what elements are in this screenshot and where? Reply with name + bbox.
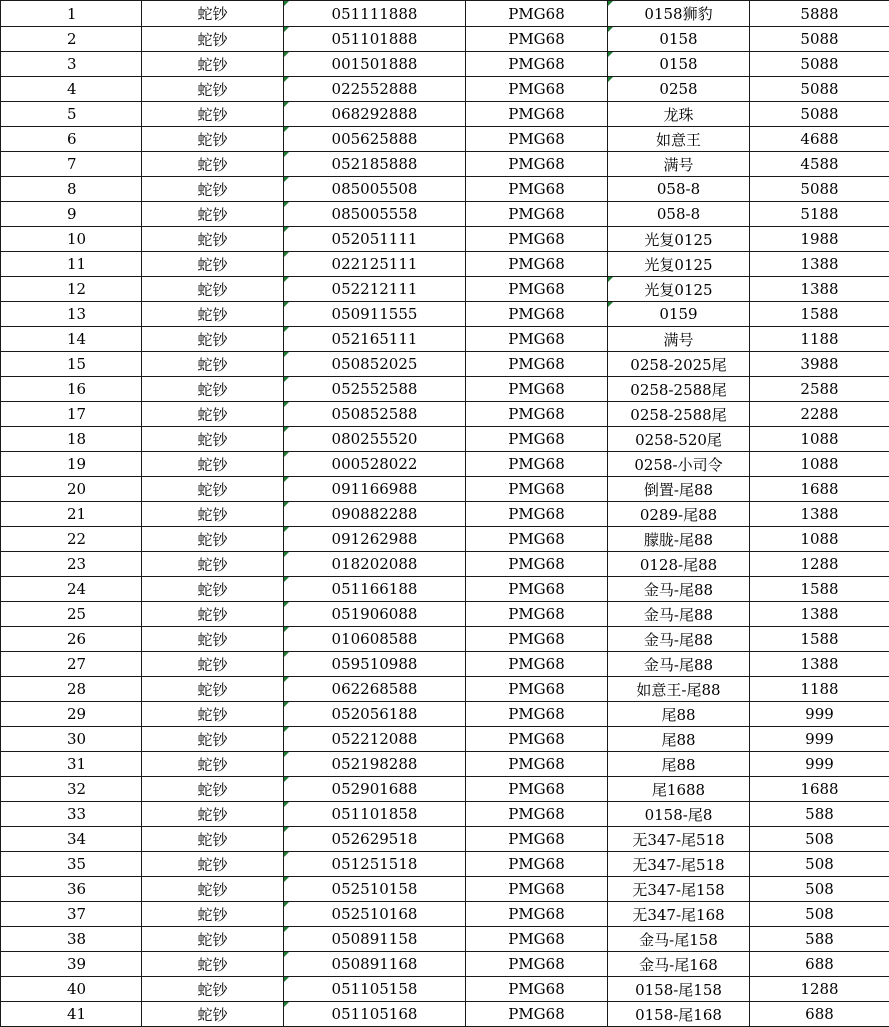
- price-cell[interactable]: 1388: [750, 502, 889, 527]
- table-row: [1, 477, 889, 502]
- price-cell[interactable]: 588: [750, 927, 889, 952]
- serial-code-cell[interactable]: 005625888: [284, 127, 466, 152]
- note-cell[interactable]: 满号: [608, 152, 750, 177]
- category-cell[interactable]: 蛇钞: [142, 302, 284, 327]
- grade-cell[interactable]: PMG68: [466, 802, 608, 827]
- row-number-cell[interactable]: 10: [1, 227, 142, 252]
- row-number-cell[interactable]: 31: [1, 752, 142, 777]
- grade-cell[interactable]: PMG68: [466, 852, 608, 877]
- price-cell[interactable]: 1388: [750, 652, 889, 677]
- row-number-cell[interactable]: 41: [1, 1002, 142, 1027]
- note-cell[interactable]: 尾1688: [608, 777, 750, 802]
- grade-cell[interactable]: PMG68: [466, 1002, 608, 1027]
- table-row: [1, 27, 889, 52]
- category-cell[interactable]: 蛇钞: [142, 27, 284, 52]
- row-number-cell[interactable]: 7: [1, 152, 142, 177]
- serial-code-cell[interactable]: 050852025: [284, 352, 466, 377]
- table-row: [1, 327, 889, 352]
- note-cell[interactable]: 无347-尾518: [608, 852, 750, 877]
- table-row: [1, 277, 889, 302]
- grade-cell[interactable]: PMG68: [466, 627, 608, 652]
- price-cell[interactable]: 1388: [750, 252, 889, 277]
- row-number-cell[interactable]: 34: [1, 827, 142, 852]
- note-cell[interactable]: 金马-尾88: [608, 602, 750, 627]
- grade-cell[interactable]: PMG68: [466, 27, 608, 52]
- serial-code-cell[interactable]: 022552888: [284, 77, 466, 102]
- price-cell[interactable]: 1988: [750, 227, 889, 252]
- category-cell[interactable]: 蛇钞: [142, 702, 284, 727]
- serial-code-cell[interactable]: 051105168: [284, 1002, 466, 1027]
- table-row: [1, 927, 889, 952]
- grade-cell[interactable]: PMG68: [466, 152, 608, 177]
- row-number-cell[interactable]: 38: [1, 927, 142, 952]
- note-cell[interactable]: 0258-2588尾: [608, 377, 750, 402]
- spreadsheet-body: [1, 1, 889, 1027]
- table-row: [1, 152, 889, 177]
- serial-code-cell[interactable]: 090882288: [284, 502, 466, 527]
- row-number-cell[interactable]: 37: [1, 902, 142, 927]
- grade-cell[interactable]: PMG68: [466, 752, 608, 777]
- table-row: [1, 802, 889, 827]
- table-row: [1, 1, 889, 27]
- row-number-cell[interactable]: 14: [1, 327, 142, 352]
- note-cell[interactable]: 尾88: [608, 727, 750, 752]
- category-cell[interactable]: 蛇钞: [142, 777, 284, 802]
- category-cell[interactable]: 蛇钞: [142, 927, 284, 952]
- grade-cell[interactable]: PMG68: [466, 827, 608, 852]
- category-cell[interactable]: 蛇钞: [142, 377, 284, 402]
- note-cell[interactable]: 无347-尾518: [608, 827, 750, 852]
- category-cell[interactable]: 蛇钞: [142, 602, 284, 627]
- row-number-cell[interactable]: 2: [1, 27, 142, 52]
- grade-cell[interactable]: PMG68: [466, 727, 608, 752]
- grade-cell[interactable]: PMG68: [466, 327, 608, 352]
- note-cell[interactable]: 无347-尾168: [608, 902, 750, 927]
- table-row: [1, 552, 889, 577]
- grade-cell[interactable]: PMG68: [466, 577, 608, 602]
- category-cell[interactable]: 蛇钞: [142, 77, 284, 102]
- category-cell[interactable]: 蛇钞: [142, 152, 284, 177]
- category-cell[interactable]: 蛇钞: [142, 102, 284, 127]
- price-cell[interactable]: 3988: [750, 352, 889, 377]
- category-cell[interactable]: 蛇钞: [142, 552, 284, 577]
- grade-cell[interactable]: PMG68: [466, 477, 608, 502]
- table-row: [1, 852, 889, 877]
- category-cell[interactable]: 蛇钞: [142, 677, 284, 702]
- table-row: [1, 827, 889, 852]
- price-cell[interactable]: 5088: [750, 77, 889, 102]
- row-number-cell[interactable]: 6: [1, 127, 142, 152]
- category-cell[interactable]: 蛇钞: [142, 177, 284, 202]
- row-number-cell[interactable]: 13: [1, 302, 142, 327]
- row-number-cell[interactable]: 19: [1, 452, 142, 477]
- category-cell[interactable]: 蛇钞: [142, 727, 284, 752]
- grade-cell[interactable]: PMG68: [466, 377, 608, 402]
- serial-code-cell[interactable]: 085005508: [284, 177, 466, 202]
- price-cell[interactable]: 5088: [750, 102, 889, 127]
- note-cell[interactable]: 龙珠: [608, 102, 750, 127]
- serial-code-cell[interactable]: 051166188: [284, 577, 466, 602]
- table-row: [1, 902, 889, 927]
- serial-code-cell[interactable]: 018202088: [284, 552, 466, 577]
- note-cell[interactable]: 无347-尾158: [608, 877, 750, 902]
- grade-cell[interactable]: PMG68: [466, 102, 608, 127]
- price-cell[interactable]: 1088: [750, 452, 889, 477]
- serial-code-cell[interactable]: 052629518: [284, 827, 466, 852]
- note-cell[interactable]: 倒置-尾88: [608, 477, 750, 502]
- note-cell[interactable]: 光复0125: [608, 277, 750, 302]
- row-number-cell[interactable]: 40: [1, 977, 142, 1002]
- serial-code-cell[interactable]: 052051111: [284, 227, 466, 252]
- note-cell[interactable]: 0158狮豹: [608, 1, 750, 27]
- price-cell[interactable]: 508: [750, 902, 889, 927]
- category-cell[interactable]: 蛇钞: [142, 327, 284, 352]
- price-cell[interactable]: 999: [750, 702, 889, 727]
- price-cell[interactable]: 1688: [750, 477, 889, 502]
- note-cell[interactable]: 尾88: [608, 702, 750, 727]
- table-row: [1, 677, 889, 702]
- price-cell[interactable]: 999: [750, 752, 889, 777]
- category-cell[interactable]: 蛇钞: [142, 427, 284, 452]
- row-number-cell[interactable]: 15: [1, 352, 142, 377]
- grade-cell[interactable]: PMG68: [466, 777, 608, 802]
- category-cell[interactable]: 蛇钞: [142, 127, 284, 152]
- row-number-cell[interactable]: 3: [1, 52, 142, 77]
- grade-cell[interactable]: PMG68: [466, 527, 608, 552]
- price-cell[interactable]: 1588: [750, 577, 889, 602]
- row-number-cell[interactable]: 21: [1, 502, 142, 527]
- table-row: [1, 52, 889, 77]
- price-cell[interactable]: 1388: [750, 602, 889, 627]
- category-cell[interactable]: 蛇钞: [142, 352, 284, 377]
- row-number-cell[interactable]: 32: [1, 777, 142, 802]
- grade-cell[interactable]: PMG68: [466, 227, 608, 252]
- serial-code-cell[interactable]: 051111888: [284, 1, 466, 27]
- serial-code-cell[interactable]: 022125111: [284, 252, 466, 277]
- price-cell[interactable]: 5888: [750, 1, 889, 27]
- category-cell[interactable]: 蛇钞: [142, 827, 284, 852]
- grade-cell[interactable]: PMG68: [466, 877, 608, 902]
- serial-code-cell[interactable]: 050911555: [284, 302, 466, 327]
- note-cell[interactable]: 朦胧-尾88: [608, 527, 750, 552]
- serial-code-cell[interactable]: 052185888: [284, 152, 466, 177]
- grade-cell[interactable]: PMG68: [466, 127, 608, 152]
- serial-code-cell[interactable]: 052198288: [284, 752, 466, 777]
- category-cell[interactable]: 蛇钞: [142, 952, 284, 977]
- note-cell[interactable]: 金马-尾88: [608, 627, 750, 652]
- serial-code-cell[interactable]: 052901688: [284, 777, 466, 802]
- serial-code-cell[interactable]: 068292888: [284, 102, 466, 127]
- note-cell[interactable]: 0258-2588尾: [608, 402, 750, 427]
- note-cell[interactable]: 金马-尾88: [608, 652, 750, 677]
- row-number-cell[interactable]: 39: [1, 952, 142, 977]
- grade-cell[interactable]: PMG68: [466, 77, 608, 102]
- price-cell[interactable]: 5188: [750, 202, 889, 227]
- note-cell[interactable]: 金马-尾88: [608, 577, 750, 602]
- table-row: [1, 302, 889, 327]
- category-cell[interactable]: 蛇钞: [142, 52, 284, 77]
- category-cell[interactable]: 蛇钞: [142, 627, 284, 652]
- serial-code-cell[interactable]: 062268588: [284, 677, 466, 702]
- row-number-cell[interactable]: 25: [1, 602, 142, 627]
- category-cell[interactable]: 蛇钞: [142, 652, 284, 677]
- serial-code-cell[interactable]: 052510168: [284, 902, 466, 927]
- table-row: [1, 102, 889, 127]
- note-cell[interactable]: 0258-小司令: [608, 452, 750, 477]
- serial-code-cell[interactable]: 085005558: [284, 202, 466, 227]
- category-cell[interactable]: 蛇钞: [142, 1002, 284, 1027]
- table-row: [1, 402, 889, 427]
- category-cell[interactable]: 蛇钞: [142, 977, 284, 1002]
- price-cell[interactable]: 5088: [750, 177, 889, 202]
- row-number-cell[interactable]: 27: [1, 652, 142, 677]
- price-cell[interactable]: 1588: [750, 627, 889, 652]
- note-cell[interactable]: 光复0125: [608, 227, 750, 252]
- note-cell[interactable]: 0258: [608, 77, 750, 102]
- table-row: [1, 177, 889, 202]
- grade-cell[interactable]: PMG68: [466, 502, 608, 527]
- serial-code-cell[interactable]: 052165111: [284, 327, 466, 352]
- price-cell[interactable]: 508: [750, 852, 889, 877]
- grade-cell[interactable]: PMG68: [466, 1, 608, 27]
- serial-code-cell[interactable]: 052510158: [284, 877, 466, 902]
- row-number-cell[interactable]: 9: [1, 202, 142, 227]
- price-cell[interactable]: 1188: [750, 327, 889, 352]
- price-cell[interactable]: 1188: [750, 677, 889, 702]
- row-number-cell[interactable]: 4: [1, 77, 142, 102]
- category-cell[interactable]: 蛇钞: [142, 452, 284, 477]
- price-cell[interactable]: 999: [750, 727, 889, 752]
- price-cell[interactable]: 508: [750, 877, 889, 902]
- table-row: [1, 752, 889, 777]
- row-number-cell[interactable]: 33: [1, 802, 142, 827]
- price-cell[interactable]: 2288: [750, 402, 889, 427]
- row-number-cell[interactable]: 36: [1, 877, 142, 902]
- row-number-cell[interactable]: 12: [1, 277, 142, 302]
- price-cell[interactable]: 688: [750, 952, 889, 977]
- serial-code-cell[interactable]: 050852588: [284, 402, 466, 427]
- category-cell[interactable]: 蛇钞: [142, 1, 284, 27]
- category-cell[interactable]: 蛇钞: [142, 852, 284, 877]
- note-cell[interactable]: 金马-尾158: [608, 927, 750, 952]
- table-row: [1, 352, 889, 377]
- price-cell[interactable]: 1088: [750, 527, 889, 552]
- row-number-cell[interactable]: 28: [1, 677, 142, 702]
- note-cell[interactable]: 如意王-尾88: [608, 677, 750, 702]
- table-row: [1, 77, 889, 102]
- category-cell[interactable]: 蛇钞: [142, 527, 284, 552]
- price-cell[interactable]: 1288: [750, 552, 889, 577]
- serial-code-cell[interactable]: 050891158: [284, 927, 466, 952]
- row-number-cell[interactable]: 35: [1, 852, 142, 877]
- price-cell[interactable]: 508: [750, 827, 889, 852]
- grade-cell[interactable]: PMG68: [466, 52, 608, 77]
- table-row: [1, 227, 889, 252]
- grade-cell[interactable]: PMG68: [466, 952, 608, 977]
- table-row: [1, 502, 889, 527]
- row-number-cell[interactable]: 18: [1, 427, 142, 452]
- grade-cell[interactable]: PMG68: [466, 902, 608, 927]
- serial-code-cell[interactable]: 001501888: [284, 52, 466, 77]
- grade-cell[interactable]: PMG68: [466, 402, 608, 427]
- grade-cell[interactable]: PMG68: [466, 302, 608, 327]
- serial-code-cell[interactable]: 052212111: [284, 277, 466, 302]
- serial-code-cell[interactable]: 051101888: [284, 27, 466, 52]
- serial-code-cell[interactable]: 080255520: [284, 427, 466, 452]
- grade-cell[interactable]: PMG68: [466, 177, 608, 202]
- serial-code-cell[interactable]: 059510988: [284, 652, 466, 677]
- grade-cell[interactable]: PMG68: [466, 427, 608, 452]
- grade-cell[interactable]: PMG68: [466, 552, 608, 577]
- category-cell[interactable]: 蛇钞: [142, 752, 284, 777]
- table-row: [1, 577, 889, 602]
- table-row: [1, 627, 889, 652]
- price-cell[interactable]: 1688: [750, 777, 889, 802]
- price-cell[interactable]: 4588: [750, 152, 889, 177]
- table-row: [1, 977, 889, 1002]
- grade-cell[interactable]: PMG68: [466, 352, 608, 377]
- category-cell[interactable]: 蛇钞: [142, 577, 284, 602]
- serial-code-cell[interactable]: 051251518: [284, 852, 466, 877]
- category-cell[interactable]: 蛇钞: [142, 402, 284, 427]
- note-cell[interactable]: 0158-尾8: [608, 802, 750, 827]
- note-cell[interactable]: 058-8: [608, 177, 750, 202]
- row-number-cell[interactable]: 23: [1, 552, 142, 577]
- category-cell[interactable]: 蛇钞: [142, 277, 284, 302]
- note-cell[interactable]: 0258-2025尾: [608, 352, 750, 377]
- serial-code-cell[interactable]: 052056188: [284, 702, 466, 727]
- row-number-cell[interactable]: 8: [1, 177, 142, 202]
- serial-code-cell[interactable]: 091262988: [284, 527, 466, 552]
- table-row: [1, 252, 889, 277]
- table-row: [1, 202, 889, 227]
- grade-cell[interactable]: PMG68: [466, 252, 608, 277]
- price-cell[interactable]: 1288: [750, 977, 889, 1002]
- category-cell[interactable]: 蛇钞: [142, 877, 284, 902]
- serial-code-cell[interactable]: 000528022: [284, 452, 466, 477]
- row-number-cell[interactable]: 26: [1, 627, 142, 652]
- price-cell[interactable]: 4688: [750, 127, 889, 152]
- table-row: [1, 1002, 889, 1027]
- serial-code-cell[interactable]: 091166988: [284, 477, 466, 502]
- price-cell[interactable]: 5088: [750, 52, 889, 77]
- price-cell[interactable]: 5088: [750, 27, 889, 52]
- row-number-cell[interactable]: 5: [1, 102, 142, 127]
- table-row: [1, 702, 889, 727]
- price-cell[interactable]: 1588: [750, 302, 889, 327]
- row-number-cell[interactable]: 1: [1, 1, 142, 27]
- row-number-cell[interactable]: 17: [1, 402, 142, 427]
- note-cell[interactable]: 0258-520尾: [608, 427, 750, 452]
- grade-cell[interactable]: PMG68: [466, 602, 608, 627]
- table-row: [1, 952, 889, 977]
- note-cell[interactable]: 金马-尾168: [608, 952, 750, 977]
- note-cell[interactable]: 0159: [608, 302, 750, 327]
- row-number-cell[interactable]: 29: [1, 702, 142, 727]
- row-number-cell[interactable]: 22: [1, 527, 142, 552]
- category-cell[interactable]: 蛇钞: [142, 502, 284, 527]
- price-cell[interactable]: 1388: [750, 277, 889, 302]
- note-cell[interactable]: 0158: [608, 27, 750, 52]
- price-cell[interactable]: 688: [750, 1002, 889, 1027]
- table-row: [1, 377, 889, 402]
- category-cell[interactable]: 蛇钞: [142, 202, 284, 227]
- table-row: [1, 127, 889, 152]
- category-cell[interactable]: 蛇钞: [142, 227, 284, 252]
- serial-code-cell[interactable]: 050891168: [284, 952, 466, 977]
- row-number-cell[interactable]: 20: [1, 477, 142, 502]
- serial-code-cell[interactable]: 052212088: [284, 727, 466, 752]
- note-cell[interactable]: 满号: [608, 327, 750, 352]
- serial-code-cell[interactable]: 051906088: [284, 602, 466, 627]
- category-cell[interactable]: 蛇钞: [142, 902, 284, 927]
- serial-code-cell[interactable]: 051101858: [284, 802, 466, 827]
- row-number-cell[interactable]: 24: [1, 577, 142, 602]
- row-number-cell[interactable]: 11: [1, 252, 142, 277]
- category-cell[interactable]: 蛇钞: [142, 802, 284, 827]
- table-row: [1, 452, 889, 477]
- note-cell[interactable]: 0158-尾158: [608, 977, 750, 1002]
- table-row: [1, 602, 889, 627]
- note-cell[interactable]: 尾88: [608, 752, 750, 777]
- table-row: [1, 727, 889, 752]
- grade-cell[interactable]: PMG68: [466, 202, 608, 227]
- category-cell[interactable]: 蛇钞: [142, 252, 284, 277]
- table-row: [1, 652, 889, 677]
- row-number-cell[interactable]: 16: [1, 377, 142, 402]
- price-cell[interactable]: 588: [750, 802, 889, 827]
- price-cell[interactable]: 2588: [750, 377, 889, 402]
- note-cell[interactable]: 光复0125: [608, 252, 750, 277]
- grade-cell[interactable]: PMG68: [466, 452, 608, 477]
- note-cell[interactable]: 058-8: [608, 202, 750, 227]
- note-cell[interactable]: 0158-尾168: [608, 1002, 750, 1027]
- serial-code-cell[interactable]: 010608588: [284, 627, 466, 652]
- table-row: [1, 777, 889, 802]
- note-cell[interactable]: 0158: [608, 52, 750, 77]
- row-number-cell[interactable]: 30: [1, 727, 142, 752]
- grade-cell[interactable]: PMG68: [466, 927, 608, 952]
- grade-cell[interactable]: PMG68: [466, 652, 608, 677]
- note-cell[interactable]: 如意王: [608, 127, 750, 152]
- category-cell[interactable]: 蛇钞: [142, 477, 284, 502]
- table-row: [1, 877, 889, 902]
- table-row: [1, 427, 889, 452]
- note-cell[interactable]: 0289-尾88: [608, 502, 750, 527]
- serial-code-cell[interactable]: 051105158: [284, 977, 466, 1002]
- grade-cell[interactable]: PMG68: [466, 277, 608, 302]
- note-cell[interactable]: 0128-尾88: [608, 552, 750, 577]
- grade-cell[interactable]: PMG68: [466, 677, 608, 702]
- grade-cell[interactable]: PMG68: [466, 977, 608, 1002]
- price-cell[interactable]: 1088: [750, 427, 889, 452]
- grade-cell[interactable]: PMG68: [466, 702, 608, 727]
- serial-code-cell[interactable]: 052552588: [284, 377, 466, 402]
- table-row: [1, 527, 889, 552]
